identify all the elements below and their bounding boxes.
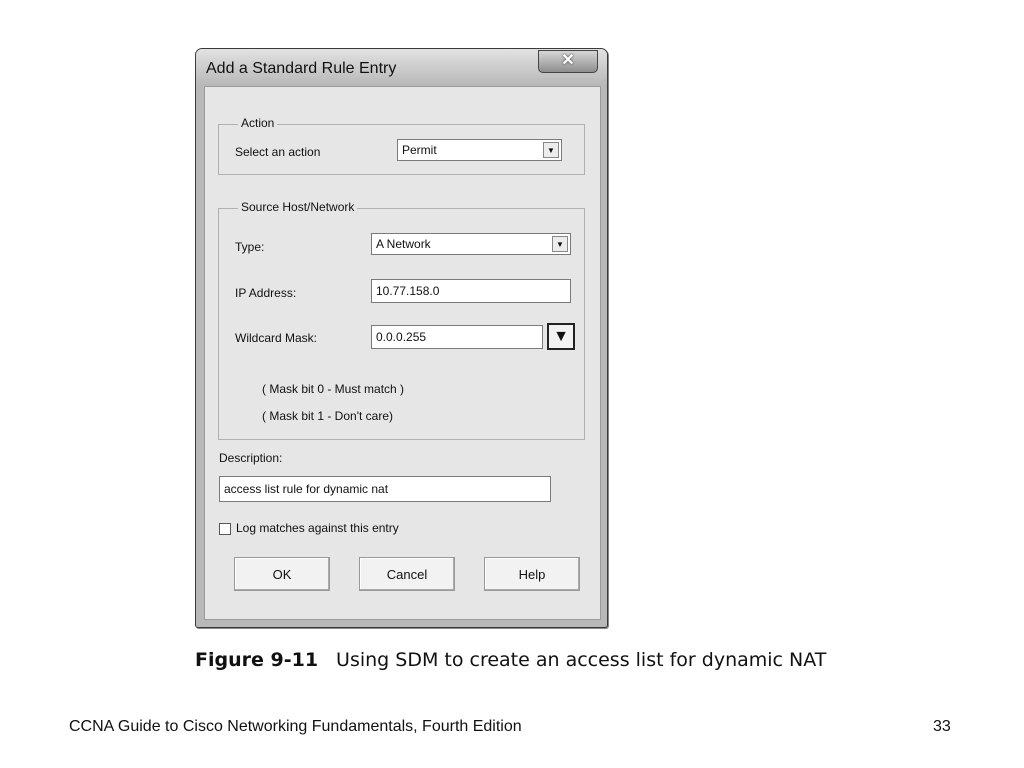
ip-address-value: 10.77.158.0 [376, 284, 440, 298]
type-select-value: A Network [376, 237, 431, 251]
dialog-title: Add a Standard Rule Entry [206, 60, 397, 77]
cancel-button[interactable]: Cancel [359, 557, 455, 591]
source-group-legend: Source Host/Network [238, 200, 357, 214]
log-matches-label[interactable]: Log matches against this entry [236, 521, 399, 535]
type-label: Type: [235, 240, 265, 254]
figure-caption-text: Using SDM to create an access list for dynamic NAT [336, 649, 827, 671]
action-group-legend: Action [238, 116, 277, 130]
wildcard-mask-label: Wildcard Mask: [235, 331, 318, 345]
description-input[interactable] [219, 476, 551, 502]
mask-hint-one: ( Mask bit 1 - Don't care) [262, 409, 393, 423]
action-select-value: Permit [402, 143, 437, 157]
ip-address-label: IP Address: [235, 286, 297, 300]
close-button[interactable] [538, 50, 598, 73]
wildcard-mask-input[interactable] [371, 325, 543, 349]
wildcard-mask-dropdown-button[interactable] [547, 323, 575, 350]
action-select[interactable] [397, 139, 562, 161]
figure-number: Figure 9-11 [195, 649, 319, 671]
page-number: 33 [933, 718, 951, 735]
select-action-label: Select an action [235, 145, 321, 159]
wildcard-mask-value: 0.0.0.255 [376, 330, 427, 344]
log-matches-checkbox[interactable] [219, 523, 231, 535]
ok-button[interactable]: OK [234, 557, 330, 591]
description-label: Description: [219, 451, 283, 465]
add-standard-rule-dialog [195, 48, 608, 628]
type-select[interactable] [371, 233, 571, 255]
close-icon: ✕ [561, 52, 575, 69]
ip-address-input[interactable] [371, 279, 571, 303]
triangle-down-icon: ▼ [553, 328, 569, 345]
description-value: access list rule for dynamic nat [224, 482, 389, 496]
figure-caption [195, 649, 826, 671]
chevron-down-icon[interactable]: ▼ [552, 236, 568, 252]
footer-book-title: CCNA Guide to Cisco Networking Fundamentals, Fourth Edition [69, 718, 522, 735]
title-bar[interactable] [196, 49, 607, 85]
dialog-body [204, 86, 601, 620]
chevron-down-icon[interactable]: ▼ [543, 142, 559, 158]
mask-hint-zero: ( Mask bit 0 - Must match ) [262, 382, 405, 396]
help-button[interactable]: Help [484, 557, 580, 591]
